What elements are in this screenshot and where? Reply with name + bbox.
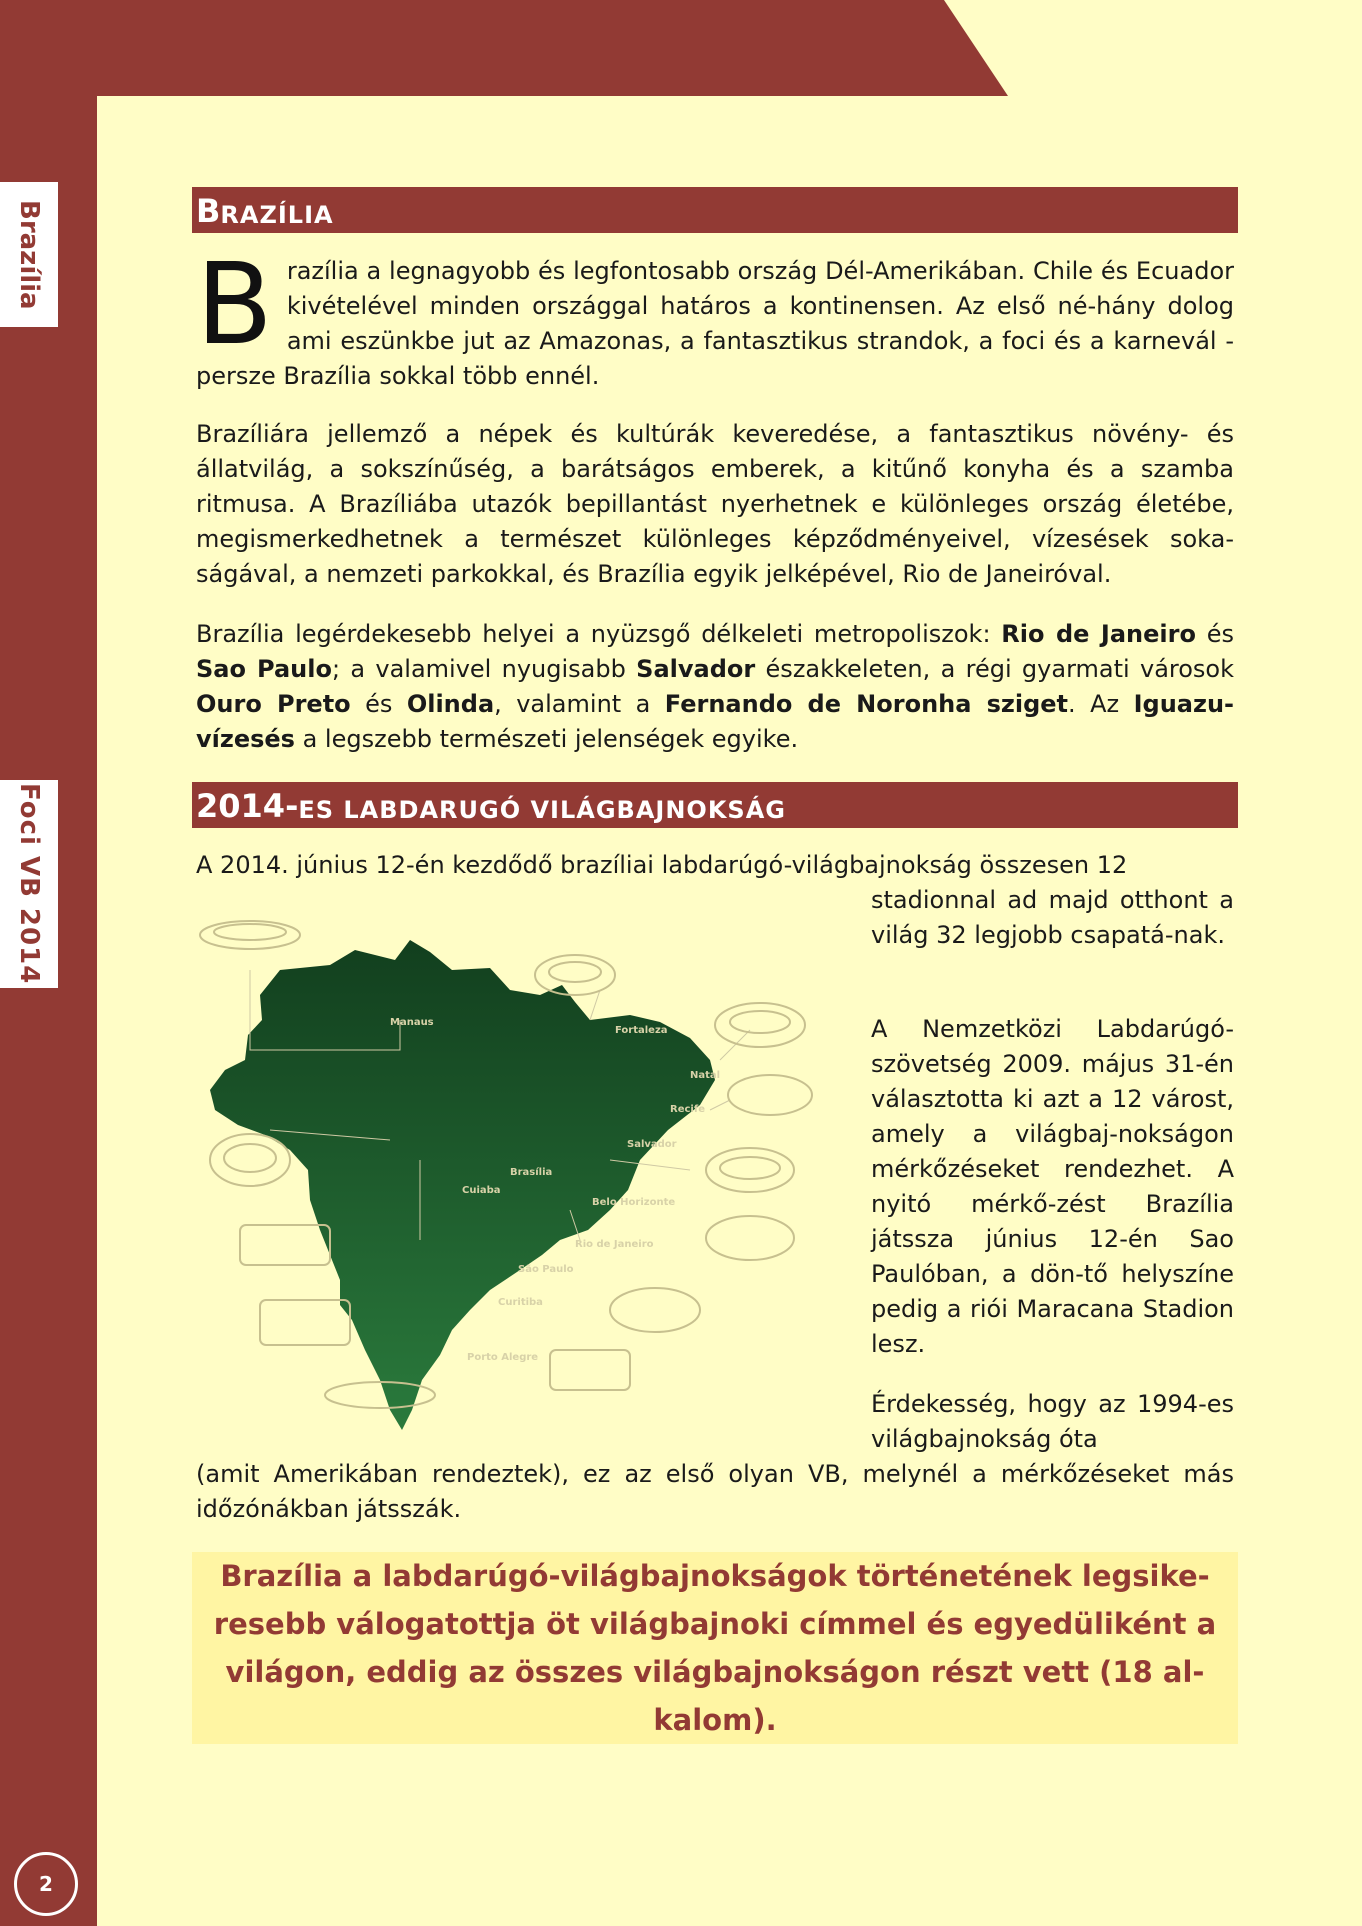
map-city: Manaus — [390, 1017, 434, 1028]
text-run: , valamint a — [494, 690, 665, 718]
heading-initial: B — [196, 192, 221, 230]
sidebar-tab-label: Foci VB 2014 — [14, 783, 44, 985]
paragraph-intro-text: razília a legnagyobb és legfontosabb ország Dél-Amerikában. Chile és Ecuador kivételével minden országgal határos a kontinensen. Az első né-hány dolog ami eszünkbe jut az Amazonas, a fantasztikus strandok, a foci és a karnevál - persze Brazília sokkal több ennél. — [196, 257, 1234, 390]
paragraph-culture: Brazíliára jellemző a népek és kultúrák keveredése, a fantasztikus növény- és állatvilág, a sokszínűség, a barátságos emberek, a kitűnő konyha és a szamba ritmusa. A Brazíliába utazók bepillantást nyerhetnek e különleges ország életébe, megismerkedhetnek a természet különleges képződményeivel, vízesések soka-ságával, a nemzeti parkokkal, és Brazília egyik jelképével, Rio de Janeiróval. — [196, 420, 1234, 588]
map-city: Cuiaba — [462, 1185, 501, 1196]
paragraph-timezones: (amit Amerikában rendeztek), ez az első olyan VB, melynél a mérkőzéseket más időzónákban játsszák. — [196, 1460, 1234, 1523]
place-rio: Rio de Janeiro — [1001, 620, 1196, 648]
sidebar-tab-label: Brazília — [14, 199, 44, 310]
text-run: és — [350, 690, 407, 718]
text-run: ; a valamivel nyugisabb — [331, 655, 637, 683]
top-banner — [0, 0, 1362, 100]
section-heading-brazilia — [192, 187, 1238, 233]
sidebar-tab-brazilia — [0, 182, 58, 327]
text-run: Brazília legérdekesebb helyei a nyüzsgő délkeleti metropoliszok: — [196, 620, 1002, 648]
paragraph-intro — [196, 240, 1234, 394]
heading-rest: RAZÍLIA — [220, 201, 334, 229]
map-city: Natal — [690, 1070, 721, 1081]
section-heading-world-cup — [192, 782, 1238, 828]
map-city: São Paulo — [518, 1264, 574, 1275]
text-run: . Az — [1068, 690, 1134, 718]
map-city: Curitiba — [498, 1297, 543, 1308]
drop-cap: B — [196, 240, 273, 370]
map-city: Salvador — [627, 1139, 677, 1150]
map-city: Belo Horizonte — [592, 1197, 676, 1208]
map-city: Recife — [670, 1104, 705, 1115]
place-olinda: Olinda — [406, 690, 495, 718]
place-sao-paulo: Sao Paulo — [196, 655, 332, 683]
brazil-map-illustration — [190, 910, 850, 1440]
paragraph-interesting: Érdekesség, hogy az 1994-es világbajnokság óta — [871, 1390, 1234, 1453]
map-city: Porto Alegre — [467, 1352, 539, 1363]
paragraph-stadiums: stadionnal ad majd otthont a világ 32 legjobb csapatá-nak. — [871, 886, 1234, 949]
paragraph-places — [196, 617, 1234, 757]
sidebar-tab-foci-vb — [0, 780, 58, 988]
heading-year: 2014- — [196, 787, 299, 825]
text-run: és — [1195, 620, 1234, 648]
map-city: Rio de Janeiro — [575, 1239, 654, 1250]
place-iguazu: Iguazu-vízesés — [196, 690, 1234, 753]
heading-rest: ES LABDARUGÓ VILÁGBAJNOKSÁG — [298, 796, 786, 824]
text-run: északkeleten, a régi gyarmati városok — [755, 655, 1235, 683]
place-fernando: Fernando de Noronha sziget — [664, 690, 1069, 718]
map-city: Brasília — [510, 1167, 553, 1178]
place-salvador: Salvador — [636, 655, 756, 683]
map-city: Fortaleza — [615, 1025, 668, 1036]
paragraph-fifa: A Nemzetközi Labdarúgó-szövetség 2009. május 31-én választotta ki azt a 12 várost, amely a világbaj-nokságon mérkőzéseket rendezhet. A nyitó mérkő-zést Brazília játssza június 12-én Sao Paulóban, a dön-tő helyszíne pedig a riói Maracana Stadion lesz. — [871, 1015, 1234, 1358]
place-ouro-preto: Ouro Preto — [196, 690, 351, 718]
paragraph-world-cup-intro: A 2014. június 12-én kezdődő brazíliai labdarúgó-világbajnokság összesen 12 — [196, 851, 1128, 879]
page-number: 2 — [14, 1852, 78, 1916]
callout-box: Brazília a labdarúgó-világbajnokságok történetének legsike-resebb válogatottja öt világbajnoki címmel és egyedüliként a világon, eddig az összes világbajnokságon részt vett (18 al-kalom). — [192, 1552, 1238, 1744]
text-run: a legszebb természeti jelenségek egyike. — [294, 725, 799, 753]
